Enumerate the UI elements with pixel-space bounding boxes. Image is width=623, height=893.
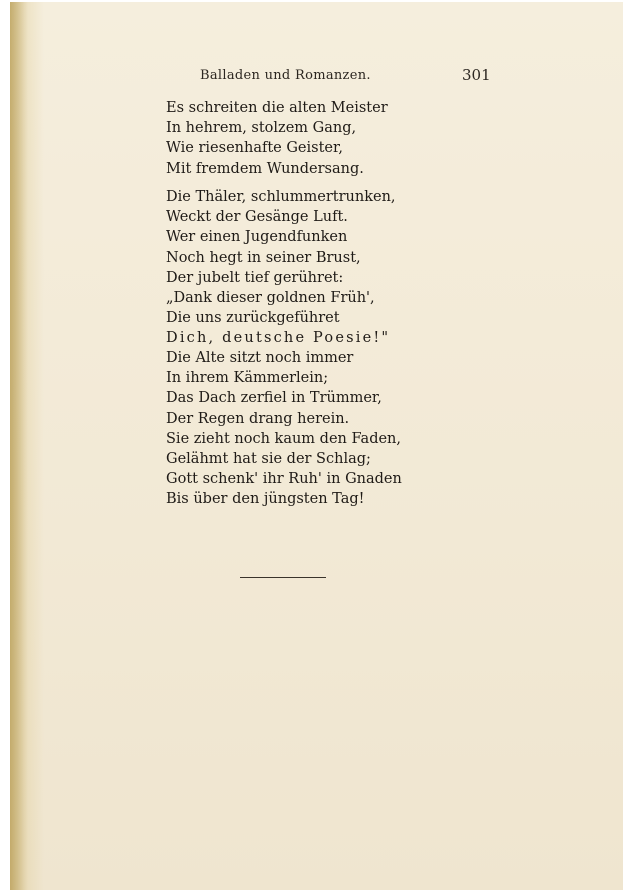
poem-stanza-3 — [166, 348, 402, 510]
page-number: 301 — [462, 66, 491, 84]
poem-line: Dich, deutsche Poesie!" — [166, 330, 391, 347]
poem-line: Gott schenk' ihr Ruh' in Gnaden — [166, 471, 402, 488]
poem-line: Die Thäler, schlummertrunken, — [166, 189, 396, 205]
poem-line: „Dank dieser goldnen Früh', — [166, 290, 375, 307]
end-rule — [240, 577, 326, 578]
spine-shadow — [10, 2, 28, 891]
poem-line: Es schreiten die alten Meister — [166, 100, 388, 116]
poem-stanza-2 — [166, 187, 396, 349]
poem-line: In hehrem, stolzem Gang, — [166, 120, 357, 137]
poem-line: Weckt der Gesänge Luft. — [166, 209, 348, 226]
poem-line: Die uns zurückgeführet — [166, 310, 340, 327]
poem-line: Der Regen drang herein. — [166, 410, 350, 427]
poem-line: Wer einen Jugendfunken — [166, 229, 348, 246]
poem-line: Der jubelt tief gerühret: — [166, 269, 344, 286]
poem-line: Die Alte sitzt noch immer — [166, 350, 354, 366]
poem-stanza-1 — [166, 98, 388, 179]
poem-line: Sie zieht noch kaum den Faden, — [166, 430, 402, 447]
running-title: Balladen und Romanzen. — [200, 68, 371, 83]
poem-line: Bis über den jüngsten Tag! — [166, 491, 365, 508]
poem-line: Gelähmt hat sie der Schlag; — [166, 451, 371, 468]
poem-line: Das Dach zerfiel in Trümmer, — [166, 390, 382, 407]
poem-line: In ihrem Kämmerlein; — [166, 370, 329, 387]
poem-line: Noch hegt in seiner Brust, — [166, 249, 361, 266]
poem-line: Mit fremdem Wundersang. — [166, 160, 364, 177]
poem-line: Wie riesenhafte Geister, — [166, 140, 343, 157]
